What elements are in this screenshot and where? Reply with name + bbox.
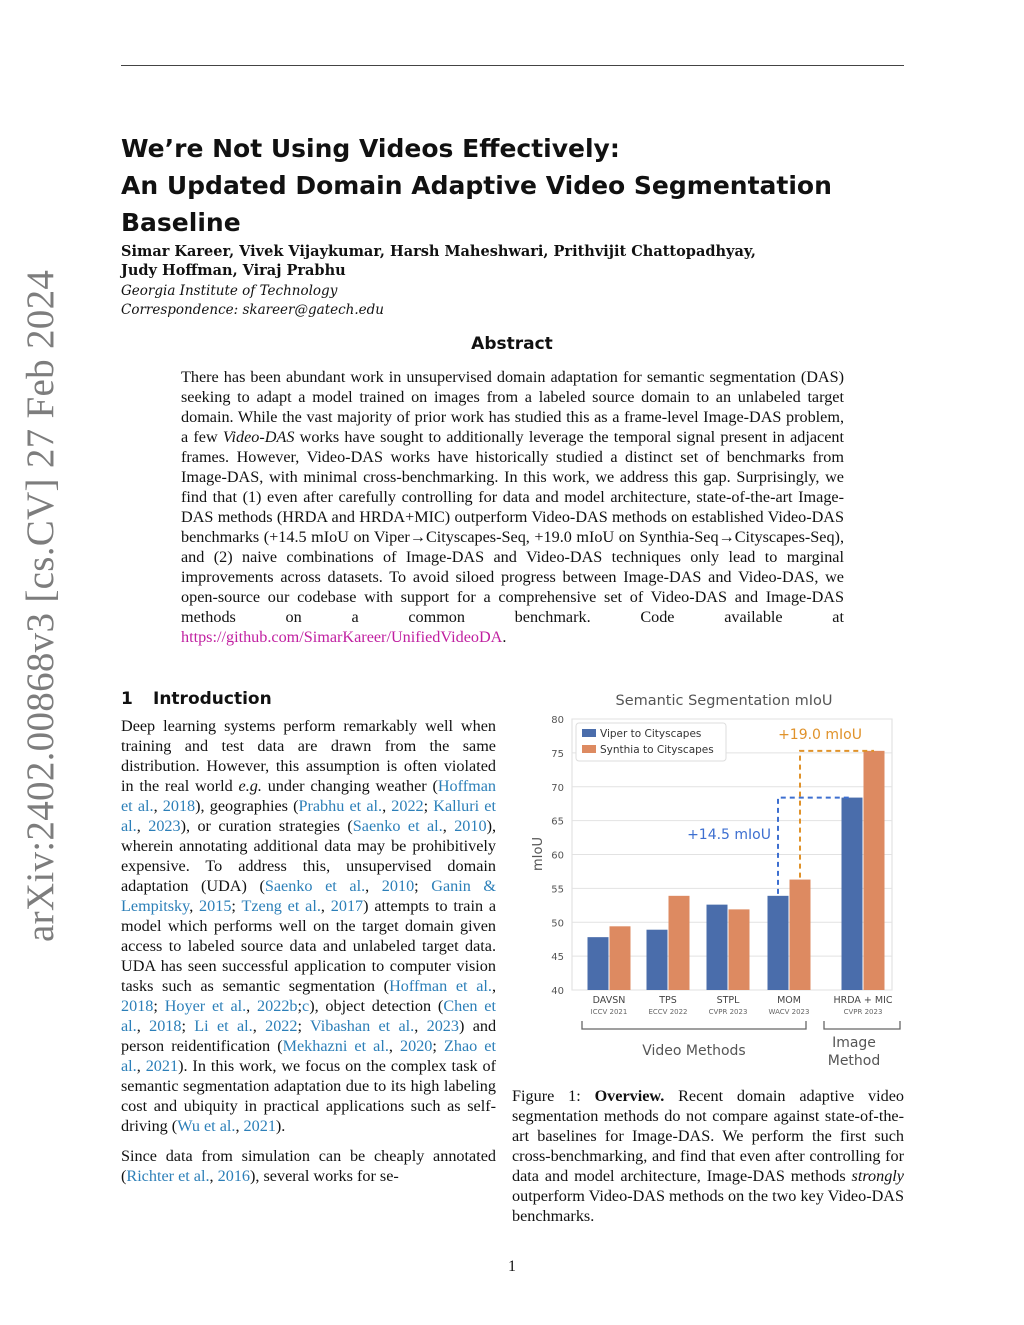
authors-line-1: Simar Kareer, Vivek Vijaykumar, Harsh Maheshwari, Prithvijit Chattopadhyay, (121, 243, 756, 260)
legend-label: Viper to Cityscapes (600, 728, 702, 740)
intro-p1-citation[interactable]: Mekhazni et al. (282, 1037, 389, 1055)
bar-viper-2 (707, 905, 728, 990)
intro-p2-text: , (209, 1167, 218, 1185)
x-tick-label: STPL (716, 995, 740, 1006)
intro-p1-text: , (153, 797, 163, 815)
intro-p1-citation[interactable]: 2020 (400, 1037, 433, 1055)
intro-p1-citation[interactable]: 2018 (162, 797, 196, 815)
image-method-label-1: Image (832, 1035, 876, 1051)
intro-p1-text: ), object detection ( (309, 997, 444, 1015)
x-venue-label: CVPR 2023 (843, 1008, 883, 1016)
header-rule (121, 65, 904, 66)
intro-p1-text: , (235, 1117, 244, 1135)
intro-p1-citation[interactable]: Hoffman et al. (389, 977, 492, 995)
x-tick-label: TPS (659, 995, 677, 1006)
title-line-1: We’re Not Using Videos Effectively: (121, 134, 620, 163)
intro-p1-citation[interactable]: Li et al. (194, 1017, 253, 1035)
x-venue-label: WACV 2023 (768, 1008, 810, 1016)
intro-p1-text: ; (297, 1017, 311, 1035)
code-link[interactable]: https://github.com/SimarKareer/UnifiedVideoDA (181, 628, 503, 646)
x-tick-label: HRDA + MIC (833, 995, 893, 1006)
intro-p1-text: Deep learning systems perform remarkably well when training and test data are drawn from the same distribution. However, this assumption is often violated in the real world (121, 717, 496, 795)
intro-paragraph-1 (121, 716, 496, 1136)
intro-p1-text: ; (414, 877, 432, 895)
intro-p2-citation[interactable]: Richter et al. (126, 1167, 210, 1185)
intro-p1-citation[interactable]: 2010 (381, 877, 415, 895)
intro-p1-text: ; (153, 997, 165, 1015)
legend-swatch (582, 729, 596, 737)
intro-p1-citation[interactable]: Wu et al. (177, 1117, 236, 1135)
bar-viper-4 (842, 798, 863, 990)
abstract-text-1: There has been abundant work in unsupervised domain adaptation for semantic segmentation (DAS) seeking to adapt a model trained on images from a labeled source domain to an unlabeled target domain. While the vast majority of prior work has studied this as a frame-level Image-DAS problem, a few (181, 368, 844, 446)
bar-viper-3 (768, 896, 789, 990)
intro-p1-text: ; (181, 1017, 195, 1035)
intro-p1-text: , (189, 897, 200, 915)
x-venue-label: CVPR 2023 (708, 1008, 748, 1016)
y-tick-label: 60 (551, 850, 564, 862)
abstract-body (181, 367, 844, 647)
caption-bold: Overview. (594, 1087, 665, 1105)
abstract-heading: Abstract (471, 334, 553, 354)
intro-p1-text: , (365, 877, 382, 895)
intro-p1-citation[interactable]: Hoffman et al. (121, 777, 497, 815)
intro-p1-text: ), wherein annotating additional data may be prohibitively expensive. To address this, unsupervised domain adaptation (UDA) ( (121, 817, 497, 895)
intro-p1-citation[interactable]: 2022 (265, 1017, 298, 1035)
caption-text-2: outperform Video-DAS methods on the two key Video-DAS benchmarks. (512, 1187, 904, 1225)
intro-p1-citation[interactable]: c (302, 997, 310, 1015)
section-heading (121, 689, 272, 709)
video-methods-bracket (582, 1021, 806, 1029)
intro-p2-text: Since data from simulation can be cheaply annotated ( (121, 1147, 496, 1185)
intro-p1-text: ; (423, 797, 434, 815)
intro-p1-text: ), geographies ( (195, 797, 299, 815)
intro-p2-text: ), several works for se- (250, 1167, 399, 1185)
y-tick-label: 55 (551, 884, 564, 896)
intro-p1-text: under changing weather ( (261, 777, 438, 795)
intro-p1-text: , (414, 1017, 427, 1035)
abstract-end: . (502, 628, 507, 646)
y-tick-label: 50 (551, 918, 564, 930)
intro-p1-citation[interactable]: 2015 (199, 897, 232, 915)
bar-viper-0 (588, 937, 609, 990)
intro-p1-text: , (442, 817, 455, 835)
intro-p1-citation[interactable]: Saenko et al. (264, 877, 366, 895)
intro-p1-citation[interactable]: 2010 (454, 817, 487, 835)
intro-p1-citation[interactable]: 2022b (257, 997, 298, 1015)
caption-label: Figure 1: (512, 1087, 581, 1105)
intro-p1-citation[interactable]: Ganin & Lempitsky (121, 877, 496, 915)
intro-p1-citation[interactable]: 2018 (121, 997, 154, 1015)
intro-p1-text: , (388, 1037, 401, 1055)
annotation-label: +14.5 mIoU (687, 826, 771, 843)
y-tick-label: 70 (551, 782, 564, 794)
intro-p1-text: ; (432, 1037, 444, 1055)
intro-p1-citation[interactable]: Kalluri et al. (121, 797, 496, 835)
intro-p1-text: , (136, 817, 149, 835)
author-list (121, 242, 911, 280)
intro-p1-text: ) attempts to train a model which performs well on the target domain given access to labeled source data and unlabeled target data. UDA has seen successful application to computer vision tasks such as semantic segmentation ( (121, 897, 497, 995)
intro-p1-text: , (136, 1057, 146, 1075)
bar-synthia-4 (864, 751, 885, 990)
correspondence: Correspondence: skareer@gatech.edu (121, 302, 384, 318)
intro-p1-citation[interactable]: 2022 (391, 797, 424, 815)
y-tick-label: 65 (551, 816, 564, 828)
intro-p1-text: ). In this work, we focus on the complex task of semantic segmentation adaptation due to its high labeling cost and ubiquity in practical applications such as self-driving ( (121, 1057, 497, 1135)
intro-p1-citation[interactable]: Hoyer et al. (164, 997, 247, 1015)
intro-p1-text: , (246, 997, 258, 1015)
bar-viper-1 (647, 930, 668, 990)
image-method-label-2: Method (827, 1053, 881, 1069)
section-number: 1 (121, 689, 133, 709)
bar-synthia-2 (729, 909, 750, 990)
bar-synthia-0 (610, 926, 631, 990)
intro-p1-text: ; (297, 997, 302, 1015)
section-title: Introduction (153, 689, 272, 709)
title-line-2: An Updated Domain Adaptive Video Segmentation Baseline (121, 171, 832, 237)
intro-p1-citation[interactable]: Zhao et al. (121, 1037, 496, 1075)
caption-italic: strongly (851, 1167, 904, 1185)
caption-text-1: Recent domain adaptive video segmentation methods do not compare against state-of-the-art baselines for Image-DAS. We perform the first such cross-benchmarking, and find that even after controlling for data and model architecture, Image-DAS methods (512, 1087, 904, 1185)
figure-caption (512, 1086, 904, 1226)
intro-paragraph-2 (121, 1146, 496, 1186)
intro-p1-text: , (136, 1017, 150, 1035)
page-number: 1 (508, 1258, 516, 1275)
intro-p1-citation[interactable]: 2021 (243, 1117, 276, 1135)
legend-swatch (582, 745, 596, 753)
intro-p1-text: ) and person reidentification ( (121, 1017, 497, 1055)
intro-p1-text: e.g. (238, 777, 262, 795)
intro-p1-citation[interactable]: Prabhu et al. (298, 797, 383, 815)
intro-p1-citation[interactable]: 2023 (148, 817, 181, 835)
intro-p1-citation[interactable]: 2021 (145, 1057, 179, 1075)
intro-p1-text: , (320, 897, 331, 915)
intro-p1-text: ; (231, 897, 242, 915)
paper-title (121, 130, 921, 241)
legend-label: Synthia to Cityscapes (600, 744, 714, 756)
x-venue-label: ECCV 2022 (648, 1008, 688, 1016)
y-tick-label: 80 (551, 715, 564, 726)
intro-p1-citation[interactable]: Chen et al. (121, 997, 496, 1035)
introduction-body (121, 716, 496, 1196)
chart-y-axis-label: mIoU (531, 837, 546, 871)
abstract-text-2: works have sought to additionally leverage the temporal signal present in adjacent frames. However, Video-DAS works have historically studied a distinct set of benchmarks from Image-DAS, with minimal cross-benchmarking. In this work, we address this gap. Surprisingly, we find that (1) even after carefully controlling for data and model architecture, state-of-the-art Image-DAS methods (HRDA and HRDA+MIC) outperform Video-DAS methods on established Video-DAS benchmarks (+14.5 mIoU on Viper→Cityscapes-Seq, +19.0 mIoU on Synthia-Seq→Cityscapes-Seq), and (2) naive combinations of Image-DAS and Video-DAS techniques only lead to marginal improvements across datasets. To avoid siloed progress between Image-DAS and Video-DAS, we open-source our codebase with support for a comprehensive set of Video-DAS and Image-DAS methods on a common benchmark. Code available at (181, 428, 845, 626)
video-methods-label: Video Methods (642, 1043, 746, 1059)
intro-p1-citation[interactable]: 2023 (426, 1017, 459, 1035)
x-tick-label: DAVSN (592, 995, 626, 1006)
bar-synthia-1 (669, 896, 690, 990)
intro-p1-citation[interactable]: 2017 (330, 897, 364, 915)
intro-p2-citation[interactable]: 2016 (217, 1167, 251, 1185)
affiliation-block (121, 282, 384, 320)
intro-p1-citation[interactable]: 2018 (149, 1017, 182, 1035)
x-tick-label: MOM (777, 995, 801, 1006)
y-tick-label: 40 (551, 986, 564, 997)
intro-p1-citation[interactable]: Vibashan et al. (310, 1017, 415, 1035)
x-venue-label: ICCV 2021 (590, 1008, 628, 1016)
intro-p1-text: , (491, 977, 496, 995)
affiliation: Georgia Institute of Technology (121, 283, 338, 299)
overview-chart (512, 688, 904, 1072)
intro-p1-text: ), or curation strategies ( (180, 817, 353, 835)
chart-title: Semantic Segmentation mIoU (615, 693, 833, 709)
intro-p1-citation[interactable]: Saenko et al. (352, 817, 443, 835)
y-tick-label: 45 (551, 952, 564, 964)
bar-synthia-3 (790, 880, 811, 990)
authors-line-2: Judy Hoffman, Viraj Prabhu (121, 262, 346, 279)
intro-p1-text: , (252, 1017, 266, 1035)
arxiv-stamp: arXiv:2402.00868v3 [cs.CV] 27 Feb 2024 (19, 269, 62, 942)
annotation-label: +19.0 mIoU (778, 726, 862, 743)
abstract-italic: Video-DAS (222, 428, 295, 446)
y-tick-label: 75 (551, 748, 564, 760)
intro-p1-citation[interactable]: Tzeng et al. (241, 897, 321, 915)
intro-p1-text: , (382, 797, 392, 815)
image-method-bracket (824, 1021, 900, 1029)
intro-p1-text: ). (275, 1117, 286, 1135)
